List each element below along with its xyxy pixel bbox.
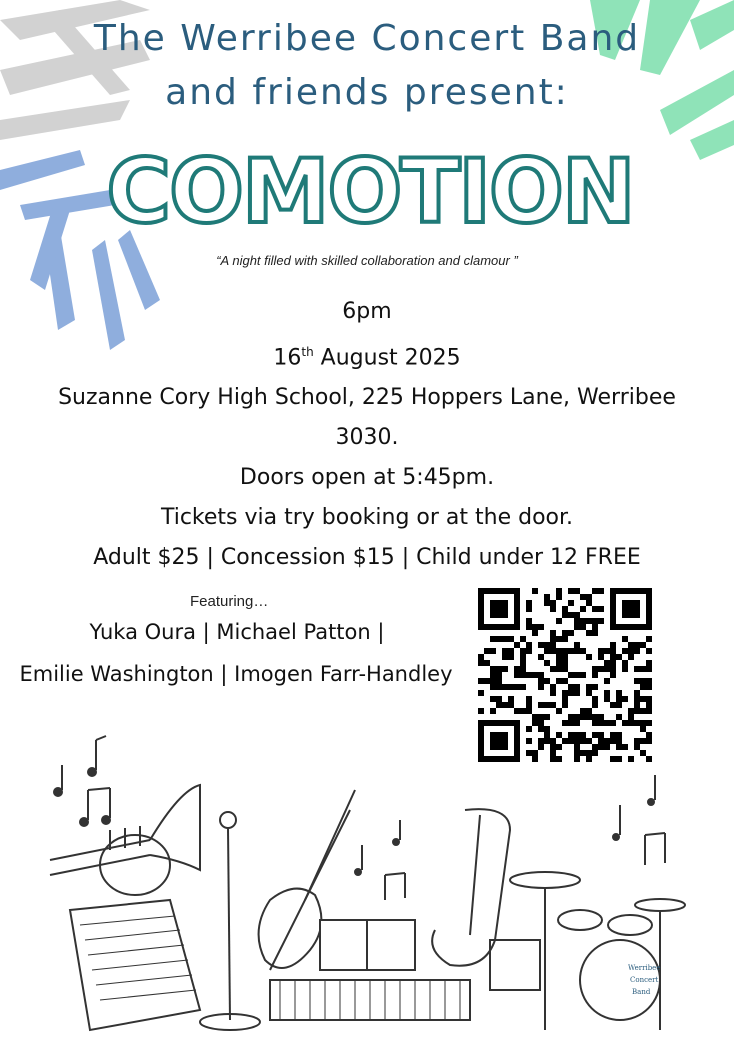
logo-line-2: Concert (630, 976, 659, 984)
event-details (0, 292, 734, 578)
trumpet-icon (50, 785, 200, 895)
header-line-1: The Werribee Concert Band (93, 18, 641, 59)
event-title (106, 140, 634, 243)
sheet-music-icon (70, 900, 200, 1030)
doors-open: Doors open at 5:45pm. (239, 465, 495, 491)
microphone-icon (200, 812, 260, 1030)
drum-kit-icon (490, 872, 685, 1030)
ticket-info: Tickets via try booking or at the door. (160, 505, 574, 531)
logo-line-1: Werribee (628, 964, 661, 972)
event-date: 16th August 2025 (273, 345, 461, 371)
venue-line-2: 3030. (335, 425, 399, 451)
featuring-line-2: Emilie Washington | Imogen Farr-Handley (19, 662, 453, 686)
event-time: 6pm (342, 299, 392, 324)
keyboard-icon (270, 920, 470, 1020)
venue-line-1: Suzanne Cory High School, 225 Hoppers Lane, Werribee (58, 385, 676, 411)
saxophone-icon (432, 809, 510, 966)
header-line-2: and friends present: (165, 72, 569, 113)
event-title-text: COMOTION (106, 140, 634, 243)
tagline: “A night filled with skilled collaboration and clamour ” (216, 253, 518, 268)
featuring-label: Featuring… (190, 593, 269, 610)
ticket-prices: Adult $25 | Concession $15 | Child under 12 FREE (93, 545, 641, 571)
logo-line-3: Band (632, 988, 651, 996)
instruments-illustration (40, 730, 720, 1035)
featuring-line-1: Yuka Oura | Michael Patton | (89, 620, 385, 644)
